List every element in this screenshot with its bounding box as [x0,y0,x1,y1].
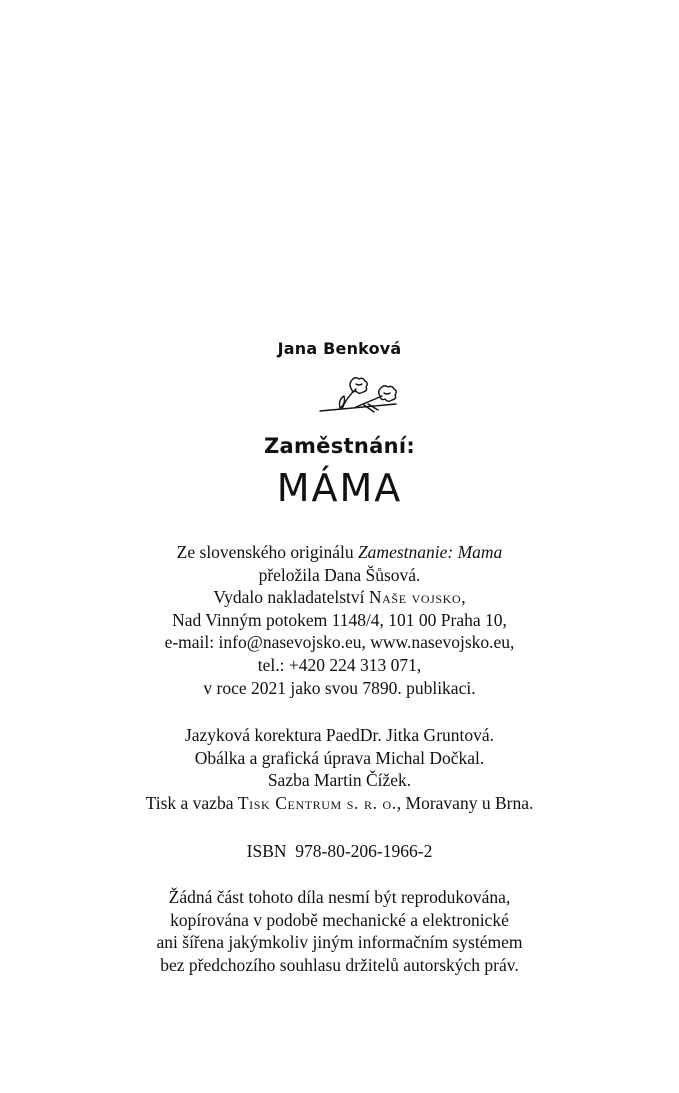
imprint-line-1-text: Ze slovenského originálu [176,542,358,562]
imprint-line-3-text: Vydalo nakladatelství [213,587,369,608]
original-title: Zamestnanie: Mama [357,542,503,562]
imprint-line-2: přeložila Dana Šůsová. [258,564,421,585]
imprint-line-1 [0,541,679,564]
publisher-name: Naše vojsko [368,587,462,608]
flower-ornament-icon [316,374,410,418]
credits-line-1: Jazyková korektura PaedDr. Jitka Gruntová. [184,725,495,745]
imprint-line-7: v roce 2021 jako svou 7890. publikaci. [203,677,476,698]
imprint-line-6: tel.: +420 224 313 071, [257,654,422,675]
rights-line-3: ani šířena jakýmkoliv jiným informačním systémem [156,932,523,953]
credits-line-2: Obálka a grafická úprava Michal Dočkal. [194,747,485,768]
rights-line-1: Žádná část tohoto díla nesmí být reprodukována, [168,887,511,907]
book-title-line1: Zaměstnání: [263,434,416,458]
credits-line-4 [0,792,679,815]
credits-block [0,724,679,814]
credits-line-3: Sazba Martin Čížek. [267,770,412,791]
credits-line-4-suffix: , Moravany u Brna. [396,792,534,813]
book-title-line2: MÁMA [276,466,403,510]
author-name: Jana Benková [277,339,402,358]
isbn-number: ISBN 978-80-206-1966-2 [246,841,433,861]
imprint-block [0,541,679,699]
imprint-line-5: e-mail: info@nasevojsko.eu, www.nasevojsko.eu, [164,632,515,653]
rights-notice [0,886,679,976]
imprint-line-4: Nad Vinným potokem 1148/4, 101 00 Praha 10, [172,609,507,630]
printer-name: Tisk Centrum s. r. o. [237,792,397,813]
credits-line-4-text: Tisk a vazba [145,792,238,813]
rights-line-2: kopírována v podobě mechanické a elektronické [170,909,509,930]
rights-line-4: bez předchozího souhlasu držitelů autorských práv. [160,954,519,975]
imprint-line-3-suffix: , [461,587,466,608]
imprint-line-3 [0,586,679,609]
